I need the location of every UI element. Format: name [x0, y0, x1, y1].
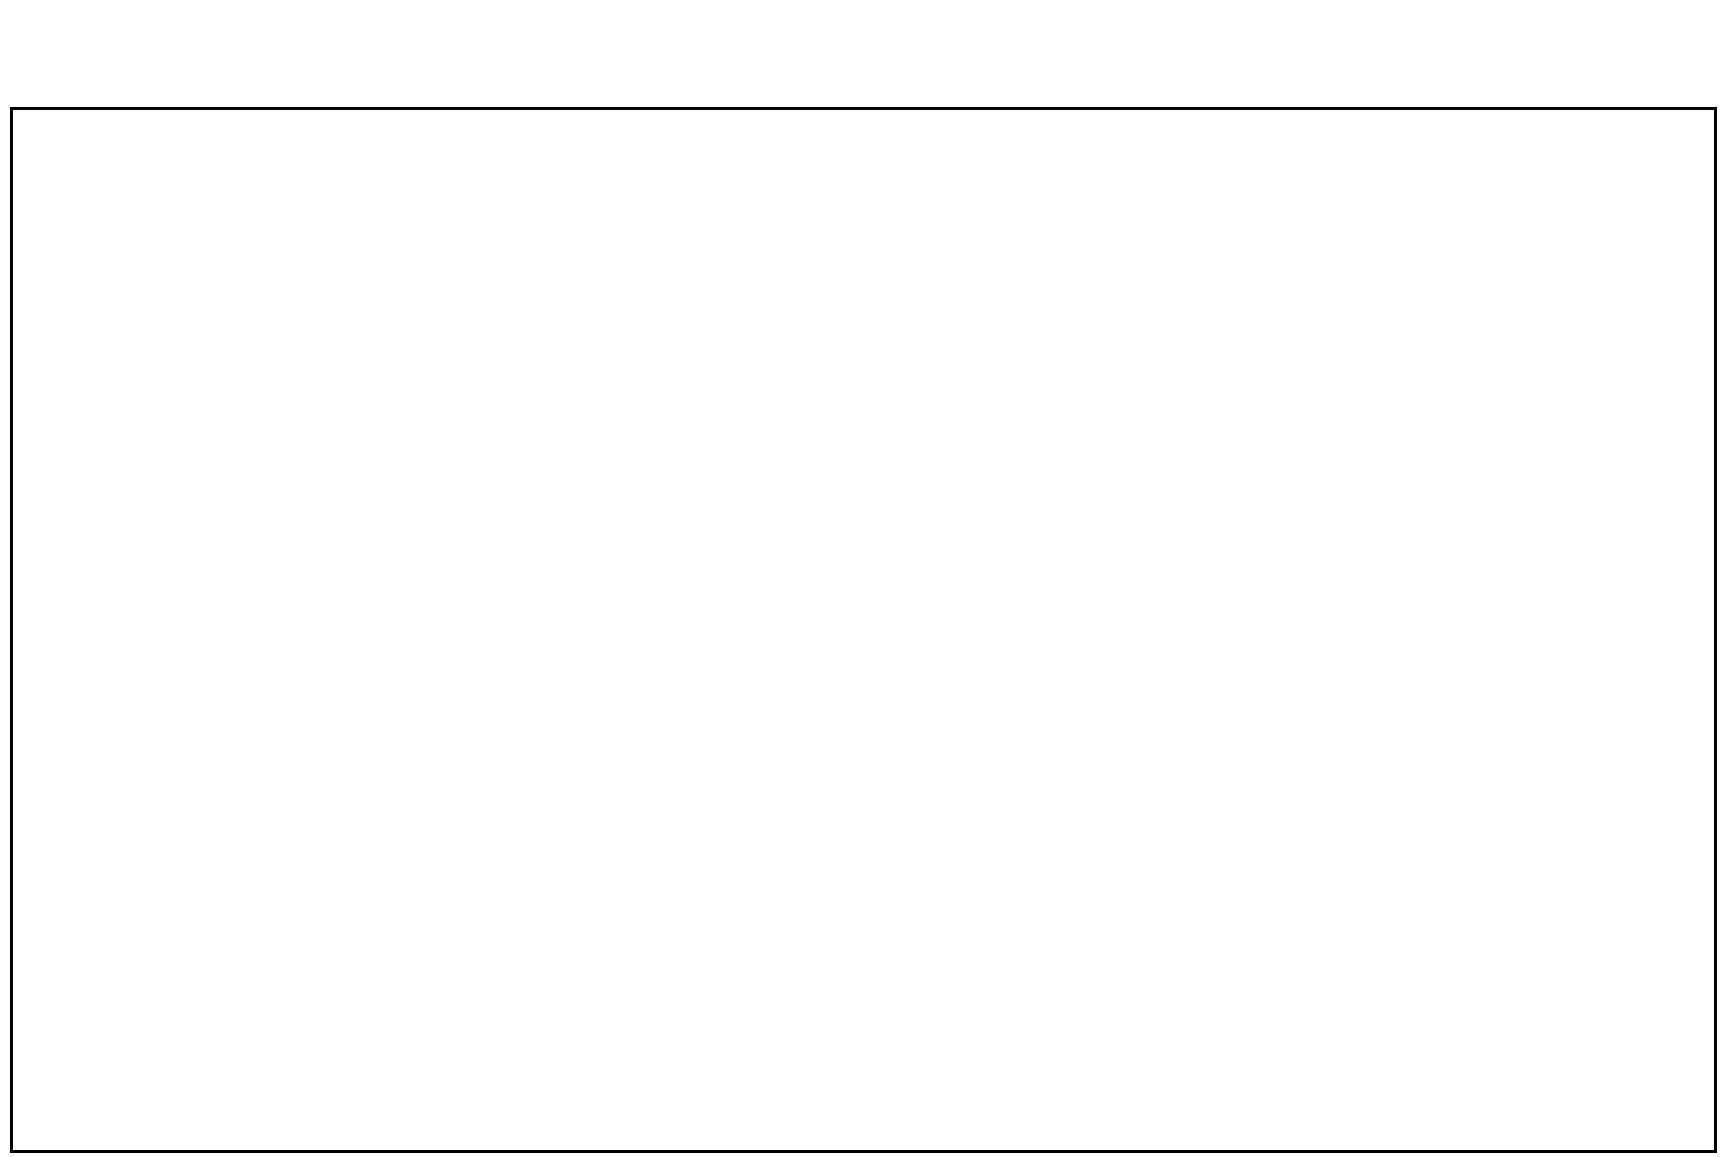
timetable: [10, 107, 1717, 1153]
